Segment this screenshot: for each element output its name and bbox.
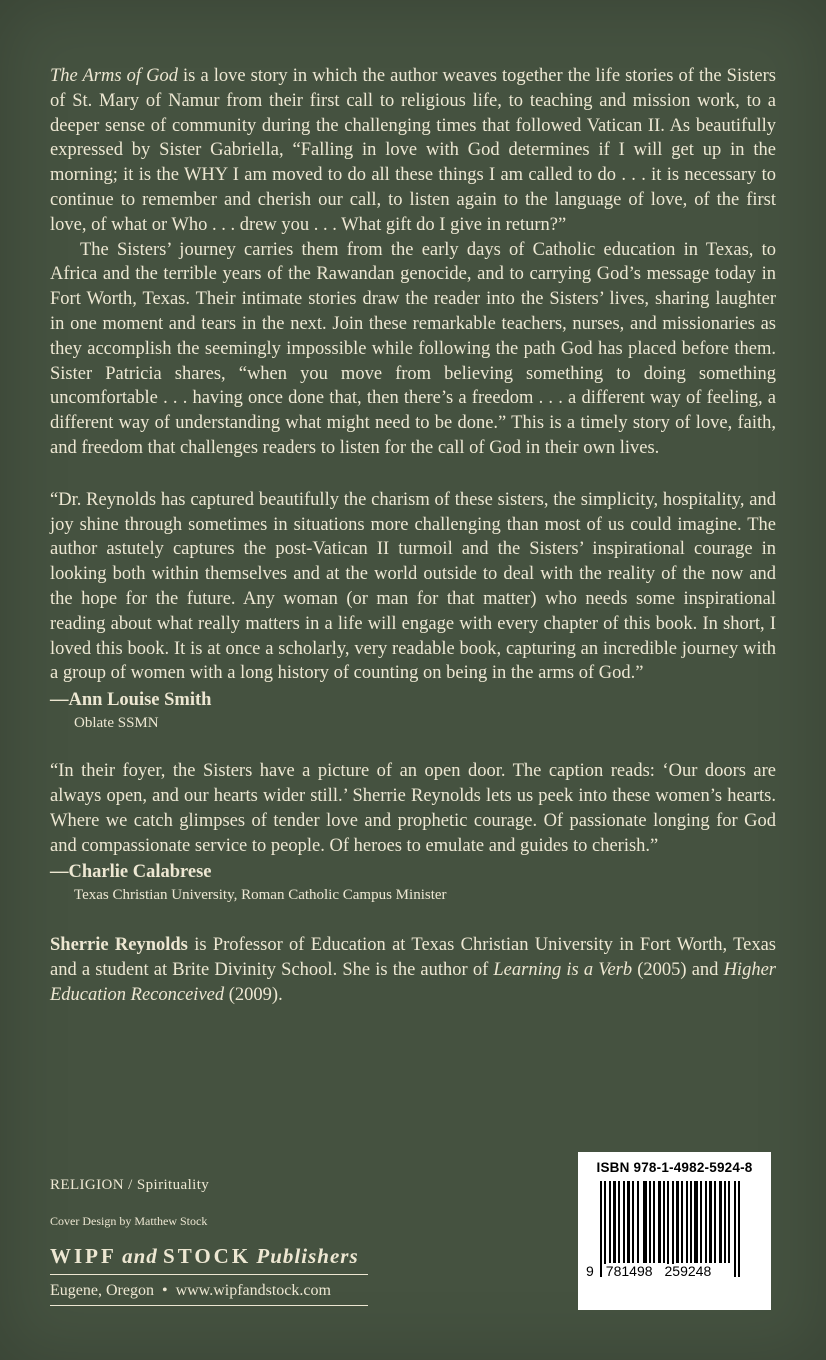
barcode-bar [643, 1181, 647, 1263]
barcode-bar [700, 1181, 702, 1263]
barcode-bar [728, 1181, 730, 1263]
author-bio-text-1: is Professor of Education at Texas Christian University in Fort Worth, Texas and a student at Brite Divinity School. She is the author of [50, 935, 776, 981]
endorsement-1 [50, 488, 776, 734]
publisher-publishers: Publishers [256, 1244, 359, 1268]
author-bio-text-2: (2005) and [632, 960, 724, 981]
book-title-italic: The Arms of God [50, 66, 178, 86]
endorsement-1-affiliation: Oblate SSMN [74, 715, 159, 732]
barcode-bar [681, 1181, 683, 1263]
endorsement-2-quote: “In their foyer, the Sisters have a picture of an open door. The caption reads: ‘Our doors are always open, and our hearts wider still.’ Sherrie Reynolds lets us peek into these women’s hearts. Where we catch glimpses of tender love and prophetic courage. Of passionate longing for God and compassionate service to people. Of heroes to emulate and guides to cherish.” [50, 761, 776, 856]
barcode-bar [609, 1181, 611, 1263]
isbn-digits [586, 1264, 763, 1278]
isbn-digit-group-1: 781498 [605, 1263, 653, 1279]
category-label: RELIGION / Spirituality [50, 1177, 210, 1193]
barcode-bar [632, 1181, 634, 1263]
barcode-bar [709, 1181, 712, 1263]
endorsement-1-attribution: —Ann Louise Smith [50, 690, 212, 711]
barcode-bar [658, 1181, 661, 1263]
barcode-bar [694, 1181, 698, 1263]
isbn-digit-lead: 9 [586, 1263, 594, 1279]
isbn-label: ISBN 978-1-4982-5924-8 [596, 1160, 753, 1175]
publisher-rule-1 [50, 1274, 368, 1275]
barcode-bar [623, 1181, 625, 1263]
book-title-2-italic: Higher Education Reconceived [50, 960, 776, 1005]
barcode-bar [714, 1181, 716, 1263]
synopsis-paragraph-1 [50, 64, 776, 238]
book-title-1-italic: Learning is a Verb [493, 960, 633, 981]
barcode-bar [663, 1181, 665, 1263]
barcode-bar [686, 1181, 688, 1263]
endorsement-1-quote: “Dr. Reynolds has captured beautifully the charism of these sisters, the simplicity, hospitality, and joy shine through sometimes in situations more challenging than most of us could imagine. The author astutely captures the post-Vatican II turmoil and the Sisters’ inspirational courage in looking both within themselves and at the world outside to deal with the reality of the now and the hope for the future. Any woman (or man for that matter) who needs some inspirational reading about what really matters in a life will engage with every chapter of this book. In short, I loved this book. It is at once a scholarly, very readable book, capturing an incredible journey with a group of women with a long history of counting on being in the arms of God.” [50, 489, 776, 684]
barcode-bar [613, 1181, 616, 1263]
synopsis-paragraph-1-text: is a love story in which the author weaves together the life stories of the Sisters of St. Mary of Namur from their first call to religious life, to teaching and mission work, to a deeper sense of community during the challenging times that followed Vatican II. As beautifully expressed by Sister Gabriella, “Falling in love with God determines if I will get up in the morning; it is the WHY I am moved to do all these things I am called to do . . . it is necessary to continue to remember and cherish our call, to listen again to the language of love, of the first love, of what or Who . . . drew you . . . What gift do I give in return?” [50, 66, 776, 235]
back-cover-text [50, 64, 776, 1008]
publisher-location: Eugene, Oregon • www.wipfandstock.com [50, 1282, 331, 1299]
barcode-bar [627, 1181, 630, 1263]
barcode-bar [676, 1181, 679, 1263]
barcode-bar [649, 1181, 651, 1263]
barcode-bar [719, 1181, 722, 1263]
publisher-footer [50, 1177, 370, 1306]
barcode-bar [637, 1181, 639, 1263]
barcode-bar [705, 1181, 707, 1263]
publisher-wipf: WIPF [50, 1244, 117, 1268]
barcode-block [578, 1152, 771, 1310]
endorsement-2-affiliation: Texas Christian University, Roman Catholic Campus Minister [74, 887, 447, 904]
barcode-bar [724, 1181, 726, 1263]
barcode-bar [690, 1181, 692, 1263]
endorsement-2 [50, 759, 776, 906]
barcode-bar [653, 1181, 655, 1263]
barcode-bar [734, 1181, 736, 1277]
publisher-rule-2 [50, 1305, 368, 1306]
isbn-digit-group-2: 259248 [664, 1263, 712, 1279]
publisher-and: and [122, 1244, 158, 1268]
author-bio [50, 933, 776, 1007]
barcode-bar [600, 1181, 602, 1277]
endorsement-2-attribution: —Charlie Calabrese [50, 862, 212, 883]
cover-design-credit: Cover Design by Matthew Stock [50, 1214, 208, 1228]
synopsis-paragraph-2: The Sisters’ journey carries them from the early days of Catholic education in Texas, to Africa and the terrible years of the Rawandan genocide, and to carrying God’s message today in Fort Worth, Texas. Their intimate stories draw the reader into the Sisters’ lives, sharing laughter in one moment and tears in the next. Join these remarkable teachers, nurses, and missionaries as they accomplish the seemingly impossible while following the path God has placed before them. Sister Patricia shares, “when you move from believing something to doing something uncomfortable . . . having once done that, then there’s a freedom . . . a different way of feeling, a different way of understanding what might need to be done.” This is a timely story of love, faith, and freedom that challenges readers to listen for the call of God in their own lives. [50, 239, 776, 458]
barcode-bar [618, 1181, 620, 1263]
publisher-stock: STOCK [163, 1244, 252, 1268]
barcode-bar [738, 1181, 740, 1277]
author-bio-text-3: (2009). [224, 984, 283, 1005]
publisher-wordmark [50, 1244, 370, 1269]
author-name: Sherrie Reynolds [50, 935, 188, 956]
